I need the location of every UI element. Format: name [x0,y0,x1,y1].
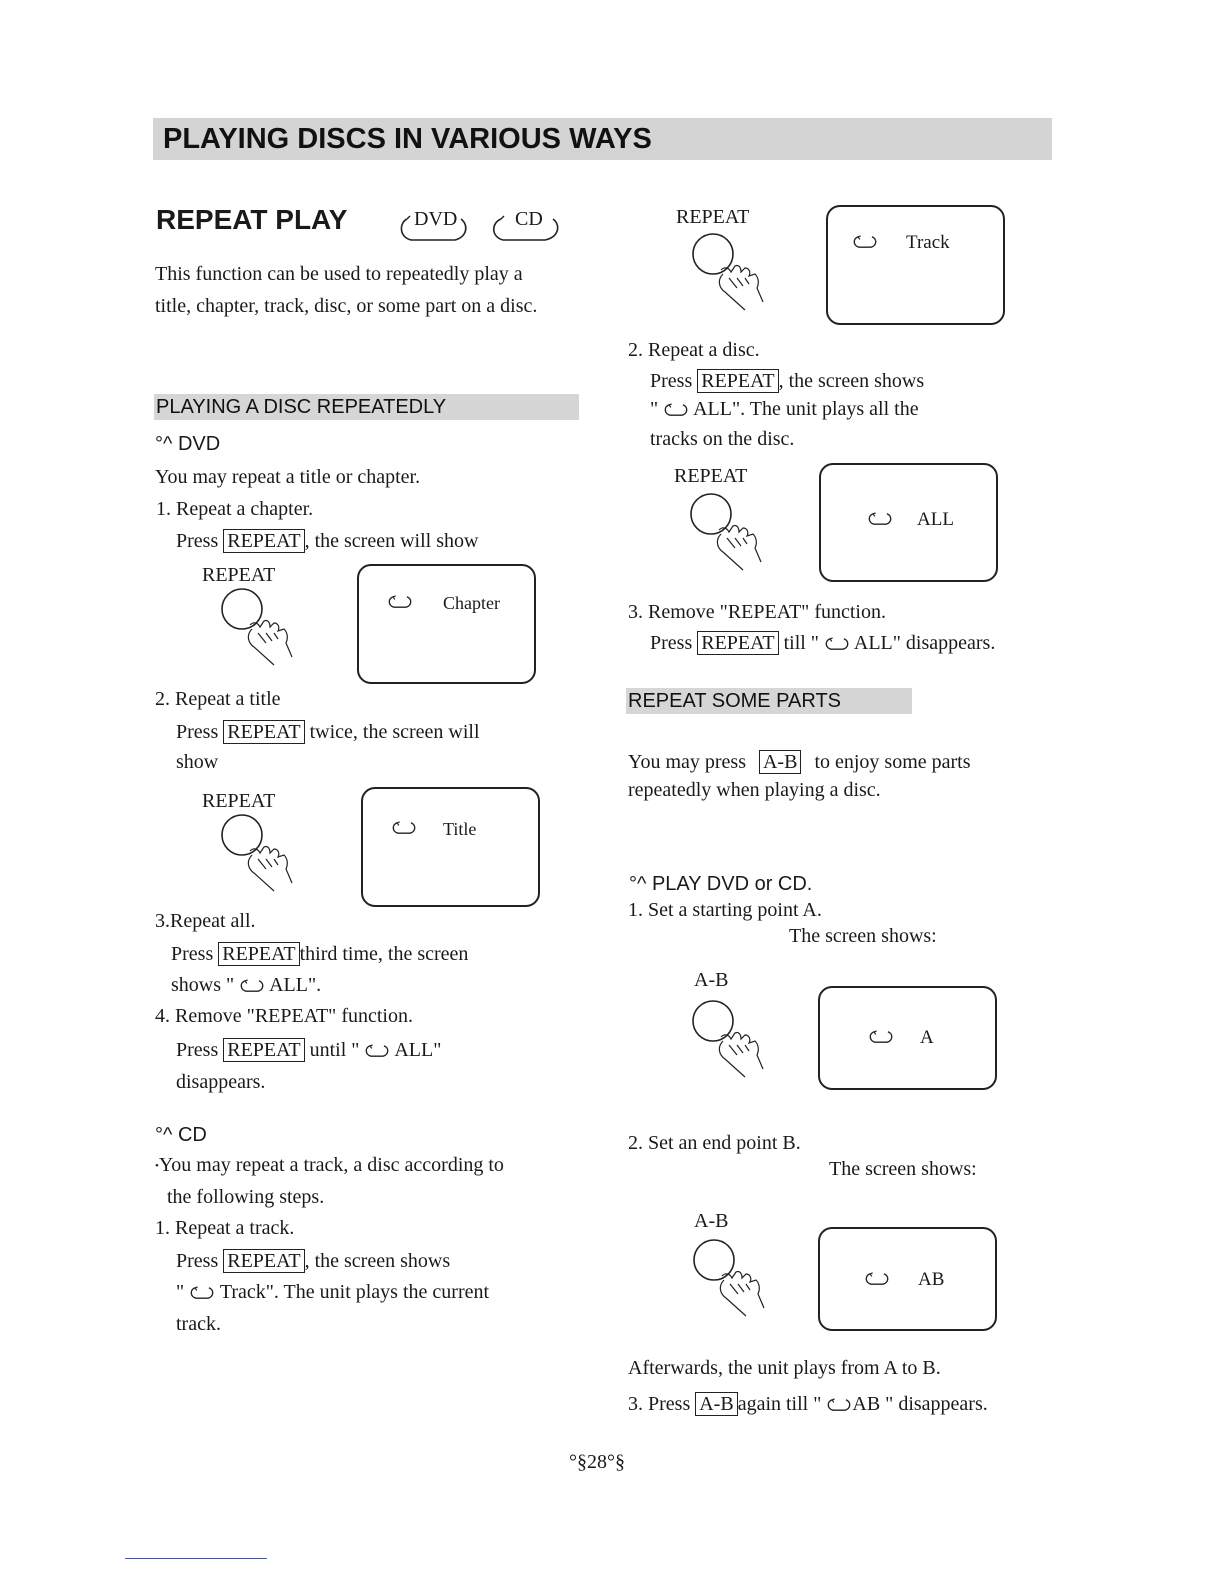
cd-step1-quote: " [176,1281,185,1303]
repeat-symbol-icon [663,403,689,417]
dvd-step4-all: ALL" [394,1039,442,1061]
repeat-symbol-icon [826,1398,852,1412]
dvd-step4-press: Press [176,1039,219,1061]
dvd-step1-button-label: REPEAT [202,564,276,586]
repeat-symbol-icon [387,595,413,609]
repeat-key: REPEAT [223,1038,304,1062]
ab-step3-rest: again till " [737,1393,822,1415]
page-number: °§28°§ [569,1451,625,1473]
ab-key: A-B [759,750,801,774]
repeat-symbol-icon [239,979,265,993]
cd-step1-title: 1. Repeat a track. [155,1217,295,1239]
dvd-step2-rest2: show [176,751,219,773]
dvd-step2-screen-text: Title [443,819,477,839]
ab-intro-rest: to enjoy some parts [814,751,971,773]
cd-step1-rest2: Track". The unit plays the current [219,1281,490,1303]
ab-key: A-B [695,1392,737,1416]
dvd-badge [397,207,471,243]
cd-intro-mark: • [155,1159,159,1172]
ab-step2-title: 2. Set an end point B. [628,1132,801,1154]
dvd-step2-press: Press [176,721,219,743]
dvd-step4-text [176,1038,441,1062]
cd-subheading: °^ CD [155,1124,207,1146]
page-banner [153,118,1052,160]
cd-step2-line2 [650,399,919,419]
repeat-symbol-icon [852,235,878,249]
dvd-step1-screen-text: Chapter [443,593,500,613]
dvd-step3-all: ALL". [269,974,322,996]
cd-intro [155,1155,504,1175]
dvd-badge-label: DVD [414,208,458,230]
dvd-step2-title: 2. Repeat a title [155,688,281,710]
cd-step2-text [650,369,924,393]
section-repeat-some-parts-title: REPEAT SOME PARTS [628,690,842,712]
repeat-key: REPEAT [223,1249,304,1273]
cd-step3-title: 3. Remove "REPEAT" function. [628,601,886,623]
ab-step1-screen-text: A [920,1027,934,1048]
dvd-step3-press: Press [171,943,214,965]
repeat-symbol-icon [864,1272,890,1286]
dvd-step2-screen [361,787,540,907]
cd-step1-screen [826,205,1005,325]
dvd-step2-button-label: REPEAT [202,790,276,812]
section-playing-disc-repeatedly-title: PLAYING A DISC REPEATEDLY [156,396,447,418]
ab-step1-shows: The screen shows: [789,925,937,947]
ab-intro-you: You may press [628,751,746,773]
ab-step1-screen [818,986,997,1090]
ab-step2-screen [818,1227,997,1331]
cd-step1-screen-text: Track [906,232,950,253]
cd-step2-screen [819,463,998,582]
ab-step2-hand-press-icon [690,1236,780,1326]
repeat-symbol-icon [391,821,417,835]
cd-step2-button-label: REPEAT [674,465,748,487]
dvd-step3-text [171,942,468,966]
repeat-play-intro-line1: This function can be used to repeatedly play a [155,263,523,285]
ab-step2-button-label: A-B [694,1210,729,1232]
cd-step2-rest2: ALL". The unit plays all the [693,398,919,420]
cd-step2-title: 2. Repeat a disc. [628,339,760,361]
ab-step2-screen-text: AB [918,1269,945,1290]
dvd-step2-rest: twice, the screen will [309,721,480,743]
section-playing-disc-repeatedly [154,394,579,420]
repeat-symbol-icon [364,1044,390,1058]
cd-badge-label: CD [515,208,543,230]
cd-step3-till: till " [783,632,819,654]
dvd-step1-hand-press-icon [218,585,308,675]
repeat-symbol-icon [824,637,850,651]
ab-step3-press: 3. Press [628,1393,691,1415]
dvd-step4-disappears: disappears. [176,1071,266,1093]
cd-step1-press: Press [176,1250,219,1272]
ab-intro-line1 [628,750,971,774]
dvd-step3-shows [171,975,321,995]
dvd-step1-press: Press [176,530,219,552]
dvd-step3-title: 3.Repeat all. [155,910,256,932]
cd-intro-line1: You may repeat a track, a disc according to [158,1154,504,1176]
ab-afterwards: Afterwards, the unit plays from A to B. [628,1357,941,1379]
cd-step3-text [650,631,995,655]
ab-step3-text [628,1392,988,1416]
dvd-step1-text [176,529,478,553]
dvd-step3-shows-text: shows " [171,974,235,996]
repeat-play-heading: REPEAT PLAY [156,204,348,235]
dvd-step3-rest: third time, the screen [299,943,469,965]
repeat-key: REPEAT [223,720,304,744]
cd-step1-rest: , the screen shows [304,1250,451,1272]
cd-step2-hand-press-icon [687,490,777,580]
repeat-symbol-icon [189,1286,215,1300]
repeat-key: REPEAT [697,631,778,655]
repeat-key: REPEAT [697,369,778,393]
cd-step1-rest3: track. [176,1313,221,1335]
page-banner-title: PLAYING DISCS IN VARIOUS WAYS [163,123,652,155]
cd-step2-rest3: tracks on the disc. [650,428,795,450]
repeat-play-intro-line2: title, chapter, track, disc, or some part on a disc. [155,295,538,317]
ab-step2-shows: The screen shows: [829,1158,977,1180]
dvd-step2-hand-press-icon [218,811,308,901]
ab-step3-end: AB " disappears. [852,1393,988,1415]
dvd-step4-title: 4. Remove "REPEAT" function. [155,1005,413,1027]
cd-step2-press: Press [650,370,693,392]
play-dvd-cd-subheading: °^ PLAY DVD or CD. [629,873,813,895]
cd-step2-screen-text: ALL [917,509,954,530]
cd-step2-rest: , the screen shows [778,370,925,392]
dvd-intro: You may repeat a title or chapter. [155,466,421,488]
section-repeat-some-parts [626,688,912,714]
cd-step1-button-label: REPEAT [676,206,750,228]
cd-step1-text [176,1249,450,1273]
dvd-step4-until: until " [309,1039,360,1061]
cd-step1-line2 [176,1282,489,1302]
repeat-key: REPEAT [218,942,299,966]
ab-intro-line2: repeatedly when playing a disc. [628,779,881,801]
dvd-step1-screen [357,564,536,684]
cd-step2-quote: " [650,398,659,420]
repeat-symbol-icon [868,1030,894,1044]
footer-divider [125,1558,267,1559]
dvd-step1-rest: , the screen will show [304,530,479,552]
repeat-key: REPEAT [223,529,304,553]
repeat-symbol-icon [867,512,893,526]
cd-badge [489,207,561,243]
ab-step1-hand-press-icon [689,997,779,1087]
dvd-step2-text [176,720,480,744]
cd-intro-line2: the following steps. [167,1186,325,1208]
ab-step1-title: 1. Set a starting point A. [628,899,822,921]
dvd-subheading: °^ DVD [155,433,221,455]
cd-step3-press: Press [650,632,693,654]
cd-step1-hand-press-icon [689,230,779,320]
cd-step3-all: ALL" disappears. [853,632,996,654]
ab-step1-button-label: A-B [694,969,729,991]
dvd-step1-title: 1. Repeat a chapter. [156,498,314,520]
